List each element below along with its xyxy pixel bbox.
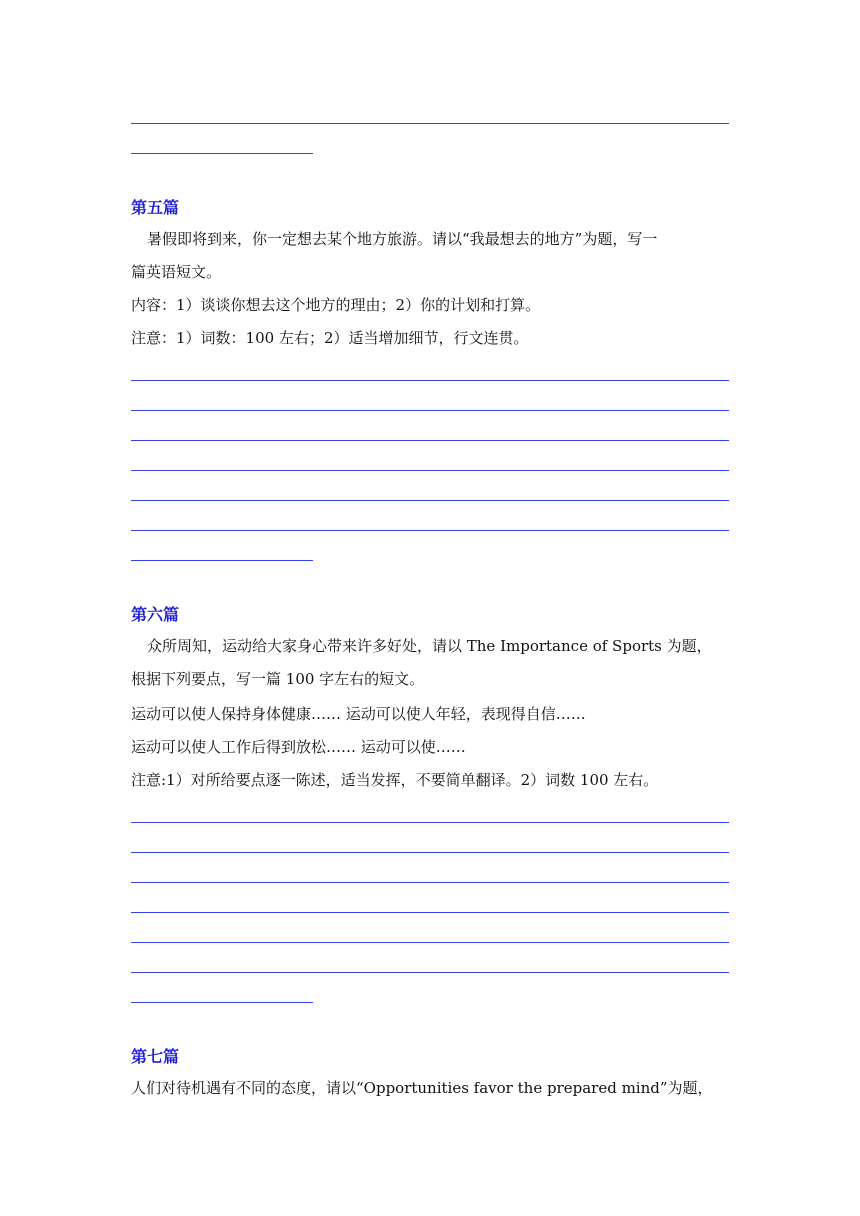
section-5-note: 注意：1）词数：100 左右；2）适当增加细节，行文连贯。	[131, 329, 529, 347]
answer-line	[131, 440, 729, 441]
answer-line	[131, 852, 729, 853]
section-heading-7: 第七篇	[131, 1047, 180, 1066]
section-heading-5: 第五篇	[131, 198, 180, 217]
section-5-paragraph: 篇英语短文。	[131, 263, 222, 281]
answer-line	[131, 500, 729, 501]
answer-line	[131, 410, 729, 411]
answer-line-short	[131, 153, 313, 154]
answer-line	[131, 822, 729, 823]
answer-line	[131, 882, 729, 883]
answer-line	[131, 380, 729, 381]
section-5-paragraph: 暑假即将到来，你一定想去某个地方旅游。请以“我最想去的地方”为题，写一	[147, 230, 658, 248]
section-6-point: 运动可以使人保持身体健康…… 运动可以使人年轻，表现得自信……	[131, 705, 586, 723]
section-6-point: 运动可以使人工作后得到放松…… 运动可以使……	[131, 738, 466, 756]
section-7-paragraph: 人们对待机遇有不同的态度，请以“Opportunities favor the prepared mind”为题，	[131, 1079, 713, 1097]
answer-line-short	[131, 1002, 313, 1003]
section-6-paragraph: 众所周知，运动给大家身心带来许多好处，请以 The Importance of Sports 为题，	[147, 637, 712, 655]
answer-line	[131, 942, 729, 943]
answer-line	[131, 123, 729, 124]
answer-line	[131, 470, 729, 471]
answer-line	[131, 972, 729, 973]
answer-line	[131, 912, 729, 913]
answer-line	[131, 530, 729, 531]
section-6-note: 注意:1）对所给要点逐一陈述，适当发挥，不要简单翻译。2）词数 100 左右。	[131, 771, 659, 789]
section-5-content: 内容：1）谈谈你想去这个地方的理由；2）你的计划和打算。	[131, 296, 541, 314]
section-heading-6: 第六篇	[131, 605, 180, 624]
answer-line-short	[131, 560, 313, 561]
section-6-paragraph: 根据下列要点，写一篇 100 字左右的短文。	[131, 670, 425, 688]
